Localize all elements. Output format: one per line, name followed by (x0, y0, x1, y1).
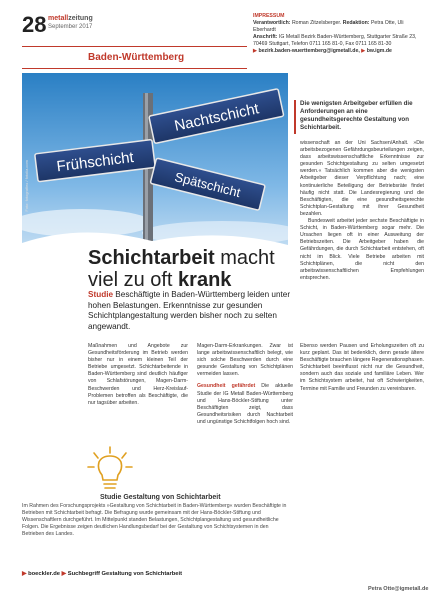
impressum-phone: 70469 Stuttgart, Telefon 0711 165 81-0, Fax 0711 165 81-30 (253, 41, 392, 47)
impressum-address: IG Metall Bezirk Baden-Württemberg, Stuttgarter Straße 23, (278, 34, 417, 40)
headline (88, 247, 303, 291)
impressum-email-link[interactable]: bezirk.baden-wuerttemberg@igmetall.de, (258, 48, 360, 54)
brand-part-b: zeitung (68, 15, 93, 22)
info-box-text: Im Rahmen des Forschungsprojekts »Gestaltung von Schichtarbeit in Baden-Württemberg« wurden Beschäftigte in Betrieben mit Schichtarbeit befragt. Die Befragung wurde gemeinsam mit der Hans-Böckler-Stiftung und Wissenschaftlern durchgeführt. Im Mittelpunkt standen Belastungen, Schichtplangestaltung und gesundheitliche Folgen. Die Ergebnisse zeigen deutlichen Handlungsbedarf bei der Gestaltung von Schichtsystemen in den Betrieben des Landes. (22, 503, 287, 537)
headline-part: macht (214, 247, 275, 269)
brand-part-a: metall (48, 15, 69, 22)
brand-logo (48, 15, 93, 22)
sign-top-text: Nachtschicht (172, 100, 261, 135)
ingress-text: Die wenigsten Arbeitgeber erfüllen die Anforderungen an eine gesundheitsgerechte Gestaltung von Schichtarbeit. (300, 100, 413, 131)
article-column-2 (197, 343, 293, 426)
impressum-label: IMPRESSUM (253, 13, 285, 19)
lead-text: Beschäftigte in Baden-Württemberg leiden unter hohen Belastungen. Erkenntnisse zur gesunden Schichtplangestaltung werden bisher noch zu selten angewandt. (88, 290, 291, 331)
impressum-resp-label: Verantwortlich: (253, 20, 291, 26)
author-email[interactable]: Petra Otte@igmetall.de (368, 586, 429, 592)
region-label: Baden-Württemberg (88, 52, 185, 63)
body-text: Die aktuelle Studie der IG Metall Baden-Württemberg und Hans-Böckler-Stiftung unter Beschäftigten zeigt, dass Gesundheitsrisiken durch Nachtarbeit und ungünstige Schichtfolgen hoch sind. (197, 383, 293, 425)
photo-credit: Foto: fotografiex / fotolia.com (24, 160, 29, 212)
issue-date: September 2017 (48, 24, 93, 30)
impressum-address-label: Anschrift: (253, 34, 278, 40)
divider (22, 68, 247, 69)
sign-left-text: Frühschicht (55, 148, 135, 176)
article-column-right (300, 140, 424, 282)
headline-part: viel zu oft (88, 269, 179, 291)
body-text: Magen-Darm-Erkrankungen. Zwar ist lange arbeitswissenschaftlich belegt, wie sich solche Beschwerden durch eine gesunde Gestaltung von Schichtplänen vermeiden lassen. (197, 343, 293, 378)
impressum (253, 13, 425, 55)
info-box-links (22, 571, 182, 577)
article-column-3: Ebenso werden Pausen und Erholungszeiten oft zu kurz geplant. Das ist bedenklich, denn gerade ältere Beschäftigte brauchen längere Regenerationsphasen. Schichtarbeit beeinflusst nicht nur die Gesundheit, sondern auch das soziale und familiäre Leben. Wer im Schichtsystem arbeitet, hat oft Schwierigkeiten, Termine mit Familie und Freunden zu vereinbaren. (300, 343, 425, 392)
article-column-1: Maßnahmen und Angebote zur Gesundheitsförderung im Betrieb werden bisher nur in einem kleinen Teil der Betriebe umgesetzt. Schichtarbeitende in Baden-Württemberg sind deutlich häufiger von Schlafstörungen, Magen-Darm-Beschwerden und Herz-Kreislauf-Problemen betroffen als Beschäftigte, die nur tagsüber arbeiten. (88, 343, 188, 406)
lead-kicker: Studie (88, 290, 114, 299)
sign-right-text: Spätschicht (173, 169, 243, 201)
arrow-icon: ▶ (253, 48, 257, 54)
info-box-title: Studie Gestaltung von Schichtarbeit (100, 494, 221, 501)
arrow-icon: ▶ (22, 571, 27, 577)
impressum-editor-label: Redaktion: (342, 20, 370, 26)
arrow-icon: ▶ (361, 48, 366, 54)
info-link-search[interactable]: Suchbegriff Gestaltung von Schichtarbeit (67, 571, 183, 577)
headline-part: Schichtarbeit (88, 247, 215, 269)
impressum-resp: Roman Zitzelsberger. (291, 20, 342, 26)
street-sign-illustration (22, 73, 288, 261)
lightbulb-icon (80, 445, 140, 495)
impressum-editor: Petra Otte, Uli Eberhardt (253, 20, 404, 33)
body-text: Bundesweit arbeitet jeder sechste Beschäftigte in Schicht, in Baden-Württemberg sogar mehr. Die Ursachen liegen oft in einer Ausweitung der Betriebszeiten. Die Arbeitgeber haben die Gefährdungen, die durch Schichtarbeit entstehen, oft nicht im Blick. Viele Betriebe arbeiten mit Schichtplänen, die nicht den arbeitswissenschaftlichen Empfehlungen entsprechen. (300, 218, 424, 281)
lead-paragraph (88, 290, 303, 332)
page-number: 28 (22, 12, 47, 37)
info-link-boeckler[interactable]: boeckler.de (28, 571, 60, 577)
arrow-icon: ▶ (61, 571, 67, 577)
body-text: wissenschaft an der Uni Sachsen/Anhalt. »Die arbeitsbezogenen Gefährdungsbeurteilungen zeigen, dass arbeitswissenschaftliche Erkenntnisse zur gesunden Schichtgestaltung zu selten umgesetzt werden.« Tatsächlich kommen aber die wenigsten Arbeitgeber dieser Verpflichtung nach; eine kontinuierliche Beteiligung der Betriebsräte findet häufig nicht statt. Die Landesregierung und die Beschäftigten, die eine gesundheitsgerechte Schichtplan-Gestaltung mit ihrer Gesundheit bezahlen. (300, 140, 424, 217)
impressum-web-link[interactable]: bw.igm.de (366, 48, 392, 54)
headline-part: krank (178, 269, 232, 291)
street-sign-photo (22, 73, 288, 261)
subheading: Gesundheit gefährdet (197, 383, 256, 390)
ingress-accent (294, 100, 296, 134)
divider (22, 46, 247, 47)
